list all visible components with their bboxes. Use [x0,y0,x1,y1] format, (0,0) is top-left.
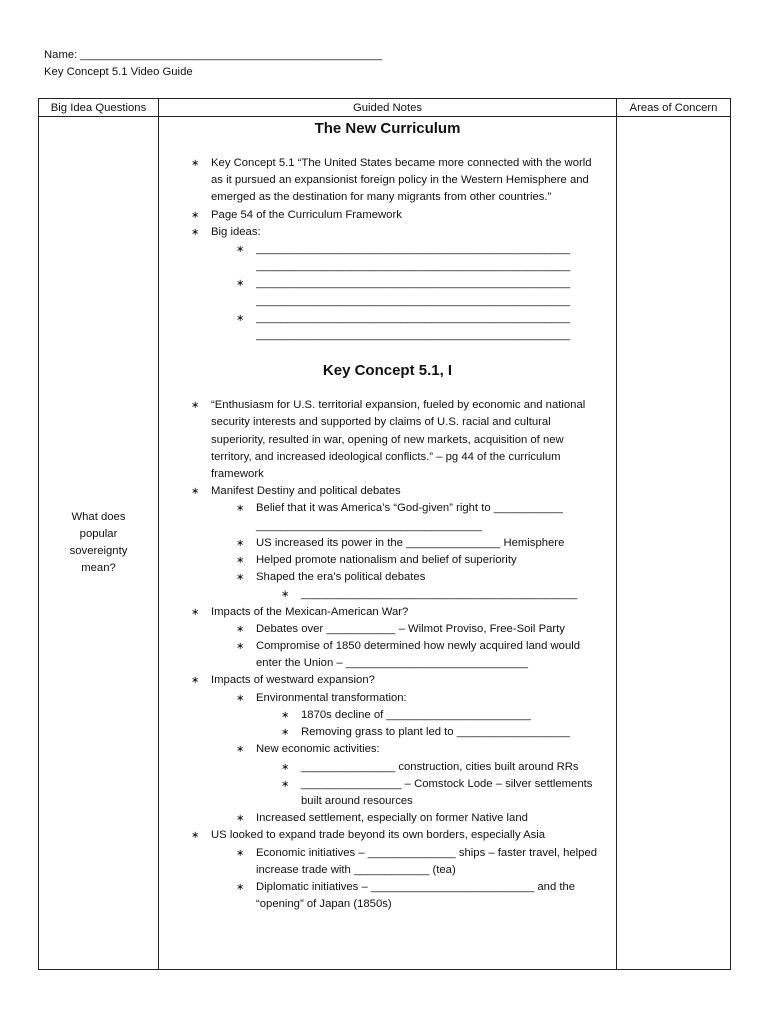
big-ideas-label: Big ideas: [211,225,261,238]
list-item [211,483,604,603]
list-item[interactable]: ∗ Debates over ___________ – Wilmot Proviso, Free-Soil Party [256,621,604,638]
section-2-list [159,397,616,913]
big-idea-blank[interactable] [256,241,604,275]
trade-label: US looked to expand trade beyond its own borders, especially Asia [211,829,546,842]
list-item[interactable]: ∗ 1870s decline of _______________________ [301,707,604,724]
list-item [211,604,604,673]
list-item: ∗ “Enthusiasm for U.S. territorial expansion, fueled by economic and national security interests and supported by claims of U.S. racial and cultural superiority, resulted in war, opening of new markets, acquisition of new territory, and increased ideological conflicts.” – pg 44 of the curriculum framework [211,397,604,483]
list-item[interactable]: ∗ Diplomatic initiatives – __________________________ and the “opening” of Japan (1850s) [256,879,604,913]
blank-line[interactable]: ∗ __________________________________________________ [256,311,571,324]
section-1-list [159,155,616,344]
westward-expansion-list [211,690,604,828]
manifest-destiny-label: Manifest Destiny and political debates [211,485,401,498]
list-item [211,672,604,827]
list-item[interactable]: ∗ ____________________________________________ [301,586,604,603]
list-item[interactable]: ∗ ________________ – Comstock Lode – silver settlements built around resources [301,776,604,810]
list-item[interactable]: ∗ Compromise of 1850 determined how newly acquired land would enter the Union – _____________________________ [256,638,604,672]
mexican-war-list [211,621,604,673]
list-item [211,827,604,913]
blank-line[interactable]: __________________________________________________ [256,329,571,342]
list-item: ∗ Page 54 of the Curriculum Framework [211,207,604,224]
list-item: ∗ Increased settlement, especially on former Native land [256,810,604,827]
mexican-war-label: Impacts of the Mexican-American War? [211,605,409,618]
list-item[interactable]: ∗ US increased its power in the _______________ Hemisphere [256,535,604,552]
trade-list [211,845,604,914]
big-idea-cell[interactable] [39,117,159,970]
col-header-guided-notes: Guided Notes [159,99,617,117]
blank-line[interactable]: ∗ __________________________________________________ [256,277,571,290]
blank-line[interactable]: ∗ __________________________________________________ [256,243,571,256]
political-debates-list [256,586,604,603]
big-idea-blank[interactable] [256,275,604,309]
list-item[interactable]: ∗ Removing grass to plant led to __________________ [301,724,604,741]
economic-activities-list [256,759,604,811]
blank-line[interactable]: __________________________________________________ [256,260,571,273]
big-idea-blank[interactable] [256,310,604,344]
list-item[interactable]: ∗ _______________ construction, cities built around RRs [301,759,604,776]
list-item[interactable]: ∗ Belief that it was America’s “God-given” right to ___________ ____________________________________ [256,500,604,534]
blank-line[interactable]: __________________________________________________ [256,294,571,307]
list-item [256,569,604,603]
video-guide-table [38,98,731,970]
list-item: ∗ Key Concept 5.1 “The United States became more connected with the world as it pursued an expansionist foreign policy in the Western Hemisphere and emerged as the destination for many migrants from other countries.” [211,155,604,207]
big-ideas-list [211,241,604,344]
name-field[interactable]: Name: ________________________________________________ [44,49,382,61]
list-item [211,224,604,344]
list-item[interactable]: ∗ Economic initiatives – ______________ ships – faster travel, helped increase trade with ____________ (tea) [256,845,604,879]
list-item [256,690,604,742]
environmental-list [256,707,604,741]
list-item [256,741,604,810]
economic-activities-label: New economic activities: [256,743,380,756]
guide-title: Key Concept 5.1 Video Guide [44,66,193,78]
political-debates-label: Shaped the era’s political debates [256,571,426,584]
section-title-new-curriculum: The New Curriculum [314,120,461,137]
section-title-key-concept: Key Concept 5.1, I [322,362,453,380]
col-header-big-idea: Big Idea Questions [39,99,159,117]
col-header-areas-of-concern: Areas of Concern [617,99,731,117]
areas-of-concern-cell[interactable] [617,117,731,970]
environmental-label: Environmental transformation: [256,691,407,704]
list-item: ∗ Helped promote nationalism and belief of superiority [256,552,604,569]
guided-notes-cell[interactable] [159,117,617,970]
big-idea-question: What does popular sovereignty mean? [69,511,128,574]
manifest-destiny-list [211,500,604,603]
westward-expansion-label: Impacts of westward expansion? [211,674,375,687]
